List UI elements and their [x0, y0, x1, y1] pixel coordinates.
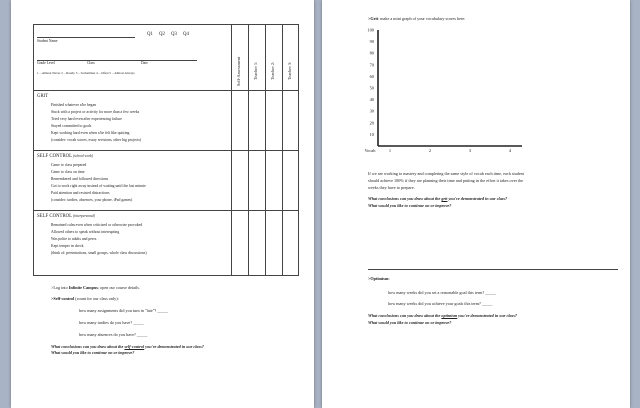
y-tick-label: 60 — [369, 73, 374, 79]
login-prefix: >Log into — [51, 285, 69, 290]
absences-question: how many absences do you have? _____ — [79, 332, 148, 337]
quarter-q2: Q2 — [159, 32, 165, 37]
self-control-label: >Self-control — [51, 296, 75, 301]
interpersonal-item: Allowed others to speak without interrupting — [51, 230, 120, 234]
opt-conclusion-suffix: you've demonstrated in our class? — [457, 313, 517, 318]
grit-improve-question: What would you like to continue on or improve? — [368, 203, 452, 208]
quarter-q4: Q4 — [183, 32, 189, 37]
conclusion-key: self-control — [124, 344, 145, 349]
opt-conclusion-key: optimism — [441, 313, 458, 318]
section-divider — [33, 90, 299, 91]
y-tick-label: 90 — [369, 39, 374, 45]
vocab-mini-graph — [322, 18, 630, 158]
login-bold: Infinite Campus — [68, 285, 98, 290]
grit-item: Finished whatever s/he began — [51, 103, 97, 107]
grit-text: : make a mini graph of your vocabulary scores here: — [378, 16, 466, 21]
section-title-self-control-interpersonal — [37, 215, 95, 220]
column-self-assessment: Self-Assessment — [236, 56, 241, 86]
grit-item: Stuck with a project or activity for more than a few weeks — [51, 110, 140, 114]
section-title-self-control-school — [37, 155, 93, 160]
grit-item: Kept working hard even when s/he felt like quitting — [51, 131, 130, 135]
school-item: Remembered and followed directions — [51, 177, 109, 181]
grit-item: Stayed committed to goals — [51, 124, 92, 128]
school-item: Paid attention and resisted distractions — [51, 191, 110, 195]
x-axis-label: Vocab — [364, 148, 376, 153]
grade-level-label: Grade Level — [37, 61, 55, 65]
optimism-label: >Optimism: — [368, 276, 390, 281]
self-control-conclusion — [51, 345, 204, 349]
column-teacher-2: Teacher 2: — [270, 61, 275, 80]
interpersonal-item: Was polite to adults and peers — [51, 237, 97, 241]
section-divider — [33, 150, 299, 151]
y-tick-label: 80 — [369, 50, 374, 56]
section-title-text: SELF CONTROL — [37, 214, 72, 219]
opt-conclusion-prefix: What conclusions can you draw about the — [368, 313, 442, 318]
x-tick-label: 1 — [388, 148, 392, 153]
section-divider — [33, 210, 299, 211]
login-suffix: ; open our course details. — [97, 285, 140, 290]
left-document-page — [11, 0, 314, 408]
self-control-note: (count for our class only): — [74, 296, 119, 301]
quarter-q1: Q1 — [147, 32, 153, 37]
chart-root — [365, 28, 522, 154]
column-teacher-1: Teacher 1: — [253, 61, 258, 80]
grit-conclusion-suffix: you've demonstrated in our class? — [447, 196, 508, 201]
y-tick-label: 30 — [369, 108, 374, 114]
y-tick-label: 40 — [369, 97, 374, 103]
achieved-goal-question: how many weeks did you achieve your goals this term? _____ — [388, 301, 493, 306]
interpersonal-item: Remained calm even when criticized or otherwise provoked — [51, 223, 143, 227]
school-item: (consider: tardies, absences, your phone, iPad games) — [51, 198, 133, 202]
y-tick-label: 100 — [367, 27, 374, 33]
optimism-improve-question: What would you like to continue on or improve? — [368, 320, 452, 325]
y-tick-label: 20 — [369, 120, 374, 126]
late-assignments-question: how many assignments did you turn in "late"? _____ — [79, 308, 168, 313]
section-separator-line — [368, 269, 618, 270]
improve-question: What would you like to continue on or improve? — [51, 350, 135, 355]
mastery-paragraph-line: should achieve 100% if they are planning their time and putting in the effort it takes over the — [368, 178, 524, 183]
interpersonal-item: Kept temper in check — [51, 244, 84, 248]
grit-item: (consider: vocab scores, essay revisions, other big projects) — [51, 138, 142, 142]
student-name-label: Student Name — [37, 39, 58, 43]
optimism-conclusion — [368, 314, 517, 318]
mastery-paragraph-line: If we are working to mastery and completing the same style of vocab each time, each student — [368, 171, 524, 176]
x-tick-label: 4 — [508, 148, 512, 153]
self-control-heading — [51, 297, 119, 301]
class-label: Class — [87, 61, 95, 65]
y-tick-label: 70 — [369, 62, 374, 68]
grit-conclusion — [368, 197, 507, 201]
quarter-q3: Q3 — [171, 32, 177, 37]
reasonable-goal-question: how many weeks did you set a reasonable goal this term? _____ — [388, 290, 496, 295]
mastery-paragraph-line: weeks they have to prepare. — [368, 185, 415, 190]
y-tick-label: 10 — [369, 131, 374, 137]
y-tick-label: 50 — [369, 85, 374, 91]
grit-label: >Grit — [368, 16, 379, 21]
interpersonal-item: (think of: presentations, small groups, whole class discussions) — [51, 251, 147, 255]
section-title-text: SELF CONTROL — [37, 154, 72, 159]
school-item: Came to class on time — [51, 170, 85, 174]
school-item: Got to work right away instead of waiting until the last minute — [51, 184, 146, 188]
section-title-note: (school work) — [73, 154, 93, 158]
grade-level-line — [37, 60, 197, 61]
student-name-line — [37, 37, 135, 38]
conclusion-prefix: What conclusions can you draw about the — [51, 344, 125, 349]
date-label: Date — [141, 61, 148, 65]
grit-conclusion-key: grit — [441, 196, 448, 201]
section-title-note: (interpersonal) — [73, 214, 95, 218]
column-teacher-3: Teacher 3: — [287, 61, 292, 80]
infinite-campus-instruction — [51, 286, 140, 290]
conclusion-suffix: you've demonstrated in our class? — [144, 344, 204, 349]
section-title-grit: GRIT — [37, 94, 49, 99]
grit-conclusion-prefix: What conclusions can you draw about the — [368, 196, 442, 201]
right-document-page — [322, 0, 630, 408]
school-item: Came to class prepared — [51, 163, 87, 167]
rating-scale: 1 – Almost Never 2 – Rarely 3 – Sometimes 4 – Often 5 – Almost Always — [37, 71, 135, 75]
tardies-question: how many tardies do you have? _____ — [79, 320, 144, 325]
grit-item: Tried very hard even after experiencing failure — [51, 117, 122, 121]
x-tick-label: 3 — [468, 148, 472, 153]
x-tick-label: 2 — [428, 148, 432, 153]
